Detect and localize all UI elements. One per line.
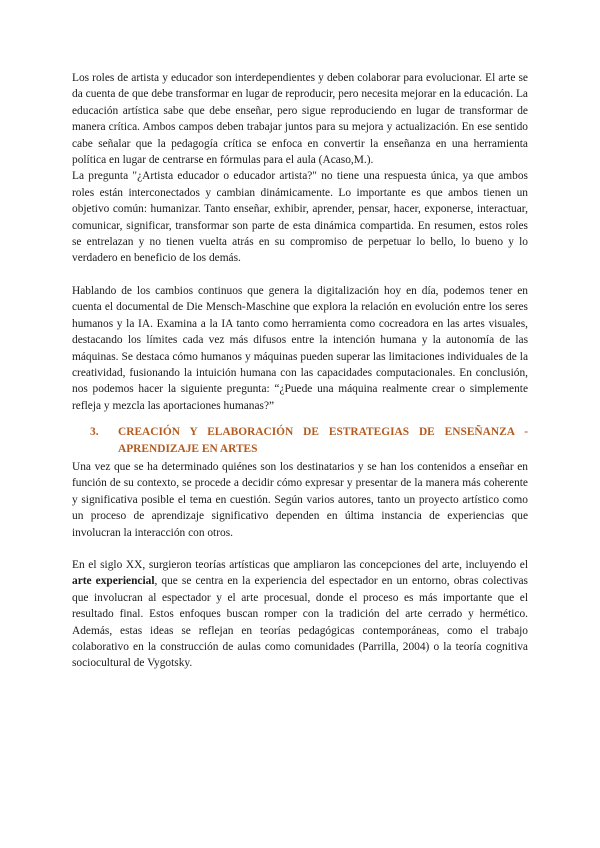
paragraph-twentieth-century	[72, 557, 528, 672]
bold-term: arte experiencial	[72, 575, 155, 588]
paragraph-digitalization: Hablando de los cambios continuos que genera la digitalización hoy en día, podemos tener en cuenta el documental de Die Mensch-Maschine que explora la relación en evolución entre los seres humanos y la IA. Examina a la IA tanto como herramienta como cocreadora en las artes visuales, destacando los límites cada vez más difusos entre la intención humana y la autonomía de las máquinas. Se destaca cómo humanos y máquinas pueden superar las limitaciones individuales de la creatividad, fusionando la intuición humana con las capacidades computacionales. En conclusión, nos podemos hacer la siguiente pregunta: “¿Puede una máquina realmente crear o simplemente refleja y mezcla las aportaciones humanas?”	[72, 284, 528, 412]
section-heading	[72, 424, 528, 457]
paragraph-question: La pregunta "¿Artista educador o educador artista?" no tiene una respuesta única, ya que ambos roles están interconectados y cambian dinámicamente. Lo importante es que ambos tienen un objetivo común: humanizar. Tanto enseñar, exhibir, aprender, pensar, hacer, exponerse, interactuar, comunicar, significar, transformar son parte de esta dinámica compartida. En resumen, estos roles se entrelazan y no tienen vuelta atrás en su compromiso de perpetuar lo bello, lo bueno y lo verdadero en beneficio de los demás.	[72, 170, 528, 265]
document-page	[72, 70, 528, 672]
section-number: 3.	[90, 426, 99, 439]
text-segment: En el siglo XX, surgieron teorías artísticas que ampliaron las concepciones del arte, incluyendo el	[72, 558, 528, 571]
paragraph-roles: Los roles de artista y educador son interdependientes y deben colaborar para evolucionar. El arte se da cuenta de que debe transformar en lugar de reproducir, pero necesita mejorar en la educación. La educación artística sabe que debe enseñar, pero sigue reproduciendo en lugar de transformar de manera crítica. Ambos campos deben trabajar juntos para su mejora y actualización. En ese sentido cabe señalar que la pedagogía crítica se enfoca en convertir la enseñanza en una herramienta política en lugar de centrarse en fórmulas para el aula (Acaso,M.).	[72, 72, 528, 167]
section-title: CREACIÓN Y ELABORACIÓN DE ESTRATEGIAS DE ENSEÑANZA - APRENDIZAJE EN ARTES	[118, 426, 528, 455]
text-segment: , que se centra en la experiencia del espectador en un entorno, obras colectivas que involucran al espectador y el arte procesual, donde el proceso es más importante que el resultado final. Estos enfoques buscan romper con la tradición del arte cerrado y hermético. Además, estas ideas se reflejan en teorías pedagógicas contemporáneas, como el trabajo colaborativo en la construcción de aulas como comunidades (Parrilla, 2004) o la teoría cognitiva sociocultural de Vygotsky.	[72, 575, 528, 670]
spacer	[72, 541, 528, 557]
paragraph-recipients: Una vez que se ha determinado quiénes son los destinatarios y se han los contenidos a enseñar en función de su contexto, se procede a decidir cómo expresar y presentar de la manera más coherente y significativa posible el tema en cuestión. Según varios autores, tanto un proyecto artístico como un proceso de aprendizaje significativo dependen en última instancia de experiencias que involucran la interacción con otros.	[72, 460, 528, 539]
spacer	[72, 267, 528, 283]
